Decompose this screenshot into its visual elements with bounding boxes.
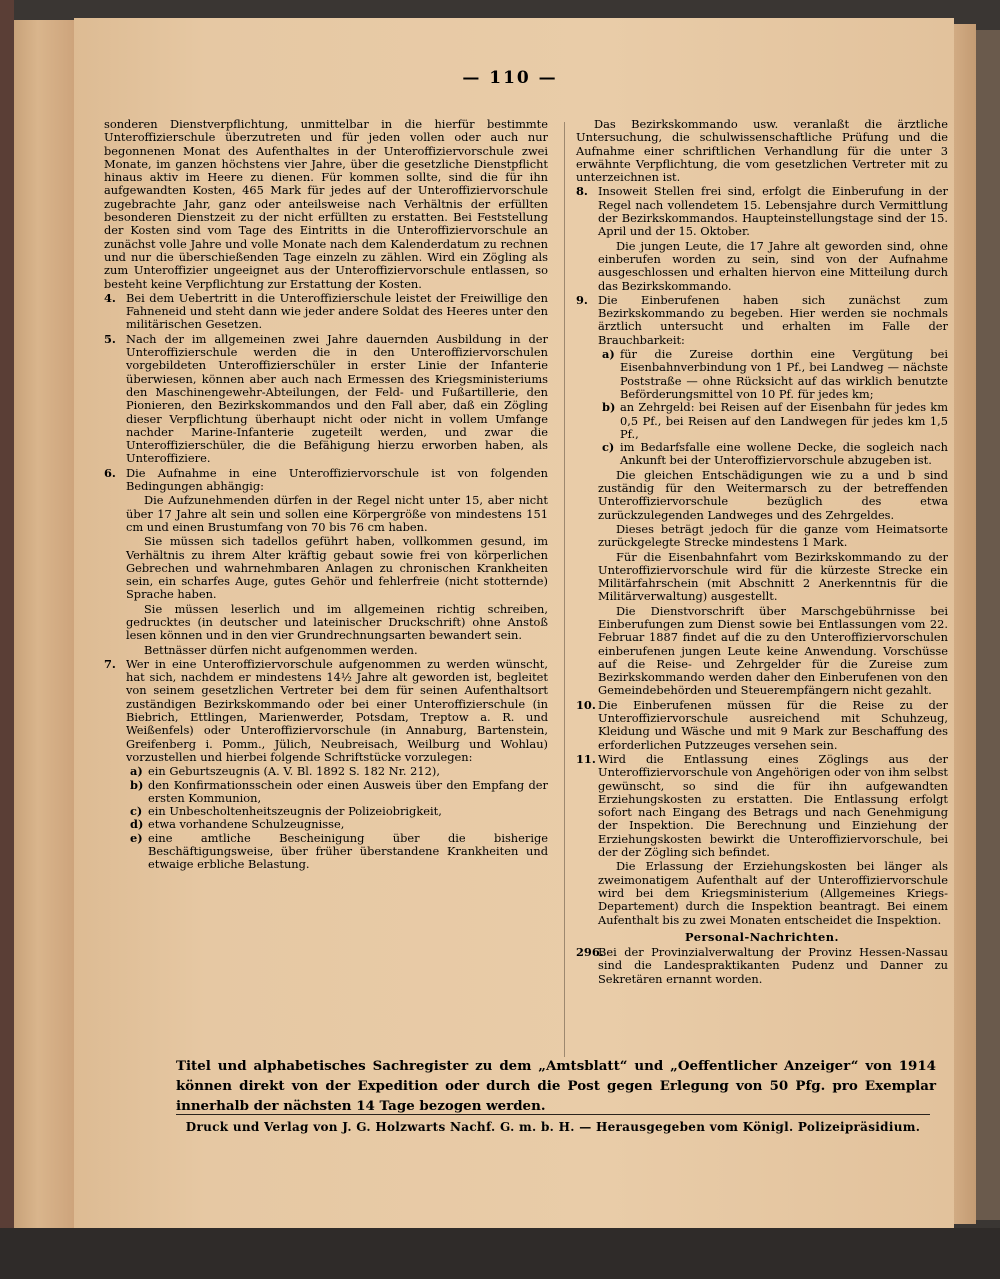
footer-rule: [176, 1114, 930, 1115]
left-column: [104, 118, 548, 873]
sub-item: c) im Bedarfsfalle eine wollene Decke, die sogleich nach Ankunft bei der Unteroffiziervorschule abzugeben ist.: [602, 440, 948, 468]
section-heading: Personal-Nachrichten.: [684, 929, 840, 944]
item8-paragraph: Die jungen Leute, die 17 Jahre alt geworden sind, ohne einberufen worden zu sein, sind von der Aufnahme ausgeschlossen und erhalten hiervon eine Mitteilung durch das Bezirkskommando.: [598, 238, 948, 293]
sub-item: b) den Konfirmationsschein oder einen Ausweis über den Empfang der ersten Kommunion,: [130, 777, 548, 805]
item6-paragraph: Bettnässer dürfen nicht aufgenommen werden.: [144, 642, 418, 657]
list-item: 296. Bei der Provinzialverwaltung der Provinz Hessen-Nassau sind die Landespraktikanten Pudenz und Danner zu Sekretären ernannt worden.: [576, 945, 948, 986]
list-item: 4. Bei dem Uebertritt in die Unteroffizierschule leistet der Freiwillige den Fahneneid und steht dann wie jeder andere Soldat des Heeres unter den militärischen Gesetzen.: [104, 290, 548, 332]
list-item: 8. Insoweit Stellen frei sind, erfolgt die Einberufung in der Regel nach vollendetem 15. Lebensjahre durch Vermittlung der Bezirkskommandos. Haupteinstellungstage sind der 15. April und der 15. Oktober.: [576, 184, 948, 239]
sub-item: b) an Zehrgeld: bei Reisen auf der Eisenbahn für jedes km 0,5 Pf., bei Reisen auf den Landwegen für jedes km 1,5 Pf.,: [602, 400, 948, 441]
book-cover-right: [976, 30, 1000, 1220]
sub-list: [104, 765, 548, 871]
item6-paragraph: Die Aufzunehmenden dürfen in der Regel nicht unter 15, aber nicht über 17 Jahre alt sein und sollen eine Körpergröße von mindestens 151 cm und einen Brustumfang von 70 bis 76 cm haben.: [126, 493, 548, 534]
sub-item: e) eine amtliche Bescheinigung über die bisherige Beschäftigungsweise, über früher überstandene Krankheiten und etwaige erbliche Belastung.: [130, 830, 548, 872]
list-item: 9. Die Einberufenen haben sich zunächst zum Bezirkskommando zu begeben. Hier werden sie nochmals ärztlich untersucht und erhalten im Falle der Brauchbarkeit:: [576, 292, 948, 347]
item9-paragraph: Die Dienstvorschrift über Marschgebührnisse bei Einberufungen zum Dienst sowie bei Entlassungen vom 22. Februar 1887 findet auf die zu den Unteroffiziervorschulen einberufenen jungen Leute keine Anwendung. Vorschüsse auf die Reise- und Zehrgelder für die Zureise zum Bezirkskommando werden daher den Einberufenen von den Gemeindebehörden und Steuerempfängern nicht gezahlt.: [598, 603, 948, 698]
book-binding: [0, 0, 14, 1279]
imprint: Druck und Verlag von J. G. Holzwarts Nachf. G. m. b. H. — Herausgegeben vom Königl. Polizeipräsidium.: [185, 1120, 921, 1134]
list-item: 11. Wird die Entlassung eines Zöglings aus der Unteroffiziervorschule von Angehörigen oder von ihm selbst gewünscht, so sind die für ihn aufgewandten Erziehungskosten zu erstatten. Die Entlassung erfolgt sofort nach Eingang des Betrags und nach Genehmigung der Inspektion. Die Berechnung und Einziehung der Erziehungskosten bewirkt die Unteroffiziervorschule, bei der der Zögling sich befindet.: [576, 751, 948, 860]
list-item: 6. Die Aufnahme in eine Unteroffiziervorschule ist von folgenden Bedingungen abhängig:: [104, 465, 548, 494]
footer-notice: Titel und alphabetisches Sachregister zu dem „Amtsblatt“ und „Oeffentlicher Anzeiger“ von 1914 können direkt von der Expedition oder durch die Post gegen Erlegung von 50 Pfg. pro Exemplar innerhalb der nächsten 14 Tage bezogen werden.: [176, 1058, 936, 1114]
sub-list: [576, 348, 948, 468]
item9-paragraph: Die gleichen Entschädigungen wie zu a und b sind zuständig für den Weitermarsch zu der betreffenden Unteroffiziervorschule bezüglich des etwa zurückzulegenden Landweges und des Zehrgeldes.: [598, 467, 948, 522]
sub-item: d) etwa vorhandene Schulzeugnisse,: [130, 817, 345, 832]
page-number: — 110 —: [462, 68, 558, 88]
list-item: 10. Die Einberufenen müssen für die Reise zu der Unteroffiziervorschule ausreichend mit Schuhzeug, Kleidung und Wäsche und mit 9 Mark zur Beschaffung des erforderlichen Putzzeuges versehen sein.: [576, 697, 948, 752]
item9-paragraph: Dieses beträgt jedoch für die ganze vom Heimatsorte zurückgelegte Strecke mindestens 1 Mark.: [598, 521, 948, 550]
item6-paragraph: Sie müssen leserlich und im allgemeinen richtig schreiben, gedrucktes (in deutscher und lateinischer Druckschrift) ohne Anstoß lesen können und in den vier Grundrechnungsarten bewandert sein.: [126, 601, 548, 643]
item6-paragraph: Sie müssen sich tadellos geführt haben, vollkommen gesund, im Verhältnis zu ihrem Alter kräftig gebaut sowie frei von körperlichen Gebrechen und wahrnehmbaren Anlagen zu chronischen Krankheiten sein, ein scharfes Auge, gutes Gehör und fehlerfreie (nicht stotternde) Sprache haben.: [126, 534, 548, 602]
sub-item: a) für die Zureise dorthin eine Vergütung bei Eisenbahnverbindung von 1 Pf., bei Landweg — nächste Poststraße — ohne Rücksicht auf das wirklich benutzte Beförderungsmittel von 10 Pf. für jedes km;: [602, 347, 948, 401]
page-edge-left: [14, 20, 74, 1230]
item11-paragraph: Die Erlassung der Erziehungskosten bei länger als zweimonatigem Aufenthalt auf der Unteroffiziervorschule wird bei dem Kriegsministerium (Allgemeines Kriegs-Departement) durch die Inspektion beantragt. Bei einem Aufenthalt bis zu zwei Monaten entscheidet die Inspektion.: [598, 859, 948, 927]
sub-item: a) ein Geburtszeugnis (A. V. Bl. 1892 S. 182 Nr. 212),: [130, 764, 440, 779]
sub-item: c) ein Unbescholtenheitszeugnis der Polizeiobrigkeit,: [130, 804, 442, 819]
right-column: [576, 118, 948, 987]
column-divider: [564, 122, 565, 1057]
left-intro: sonderen Dienstverpflichtung, unmittelbar in die hierfür bestimmte Unteroffizierschule überzutreten und für jeden vollen oder auch nur begonnenen Monat des Aufenthaltes in der Unteroffiziervorschule zwei Monate, im ganzen höchstens vier Jahre, über die gesetzliche Dienstpflicht hinaus aktiv im Heere zu dienen. Für kommen sollte, sind die für ihn aufgewandten Kosten, 465 Mark für jedes auf der Unteroffiziervorschule zugebrachte Jahr, ganz oder anteilsweise nach Verhältnis der erfüllten besonderen Dienstzeit zu der nicht erfüllten zu erstatten. Bei Feststellung der Kosten sind vom Tage des Eintritts in die Unteroffiziervorschule an zunächst volle Jahre und volle Monate nach dem Kalenderdatum zu rechnen und nur die überschießenden Tage einzeln zu zählen. Wird ein Zögling als zum Unteroffizier ungeeignet aus der Unteroffiziervorschule entlassen, so besteht keine Verpflichtung zur Erstattung der Kosten.: [104, 117, 548, 291]
list-item: 5. Nach der im allgemeinen zwei Jahre dauernden Ausbildung in der Unteroffizierschule werden die in den Unteroffiziervorschulen vorgebildeten Unteroffizierschüler in erster Linie der Infanterie überwiesen, können aber auch nach Ermessen des Kriegsministeriums den Maschinengewehr-Abteilungen, der Feld- und Fußartillerie, den Pionieren, den Bezirkskommandos und den Fall aber, daß ein Zögling dieser Verpflichtung überhaupt nicht oder nicht in vollem Umfange nachder Marine-Infanterie zugeteilt werden, und zwar die Unteroffizierschüler, die die Befähigung hierzu erworben haben, als Unteroffiziere.: [104, 331, 548, 466]
item9-paragraph: Für die Eisenbahnfahrt vom Bezirkskommando zu der Unteroffiziervorschule wird für die kürzeste Strecke ein Militärfahrschein (mit Abschnitt 2 Anerkenntnis für die Militärverwaltung) ausgestellt.: [598, 549, 948, 604]
right-intro: Das Bezirkskommando usw. veranlaßt die ärztliche Untersuchung, die schulwissenschaftliche Prüfung und die Aufnahme einer schriftlichen Verhandlung für die unter 3 erwähnte Verpflichtung, die vom gesetzlichen Vertreter mit zu unterzeichnen ist.: [576, 117, 948, 185]
page-edge-right: [954, 24, 976, 1224]
background-shadow: [0, 1228, 1000, 1279]
list-item: 7. Wer in eine Unteroffiziervorschule aufgenommen zu werden wünscht, hat sich, nachdem er mindestens 14½ Jahre alt geworden ist, begleitet von seinem gesetzlichen Vertreter bei dem für seinen Aufenthaltsort zuständigen Bezirkskommando oder bei einer Unteroffizierschule (in Biebrich, Ettlingen, Marienwerder, Potsdam, Treptow a. R. und Weißenfels) oder Unteroffiziervorschule (in Annaburg, Bartenstein, Greifenberg i. Pomm., Jülich, Neubreisach, Weilburg und Wohlau) vorzustellen und hierbei folgende Schriftstücke vorzulegen:: [104, 656, 548, 764]
